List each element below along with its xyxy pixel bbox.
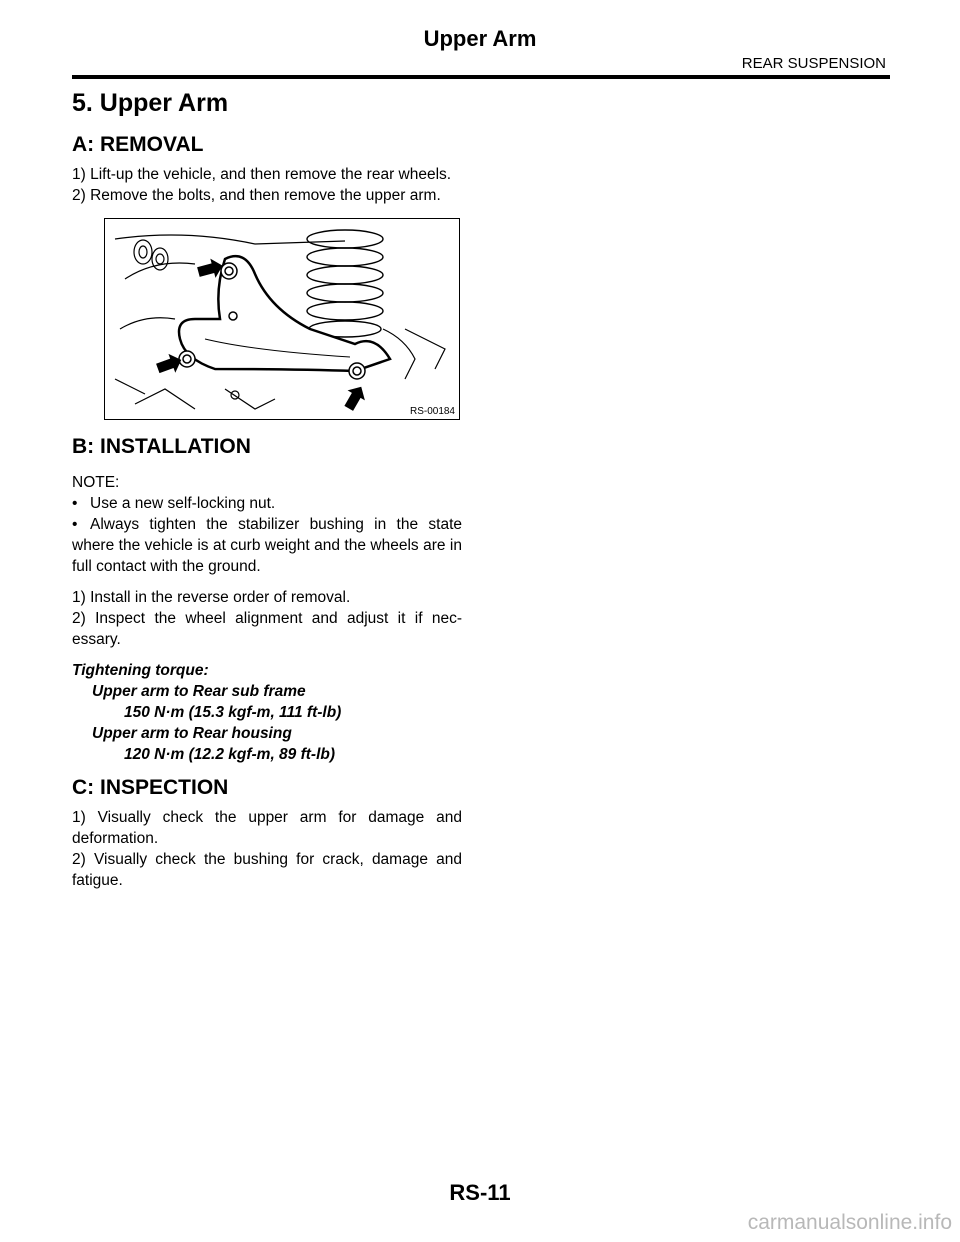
- torque-value-1: 150 N·m (15.3 kgf-m, 111 ft-lb): [124, 704, 342, 721]
- section-name: REAR SUSPENSION: [741, 55, 886, 72]
- torque-item-1: Upper arm to Rear sub frame: [92, 683, 306, 700]
- note-label: NOTE:: [72, 474, 120, 491]
- inspection-step-2: 2) Visually check the bushing for crack, damage and fatigue.: [72, 851, 462, 889]
- main-title: 5. Upper Arm: [72, 89, 229, 117]
- torque-item-2: Upper arm to Rear housing: [92, 725, 292, 742]
- removal-step-1: 1) Lift-up the vehicle, and then remove the rear wheels.: [72, 166, 452, 183]
- torque-label: Tightening torque:: [72, 662, 209, 679]
- removal-heading: A: REMOVAL: [72, 133, 204, 156]
- inspection-heading: C: INSPECTION: [72, 776, 229, 799]
- page-header-title: Upper Arm: [423, 26, 537, 51]
- note-item-2: [72, 514, 462, 577]
- page-number: RS-11: [449, 1180, 511, 1205]
- bullet-icon: •: [72, 516, 78, 533]
- installation-step-2: 2) Inspect the wheel alignment and adjust it if nec-essary.: [72, 610, 462, 648]
- installation-step-1: 1) Install in the reverse order of removal.: [72, 589, 351, 606]
- figure-label: RS-00184: [409, 406, 455, 417]
- header-divider: [72, 75, 890, 79]
- installation-heading: B: INSTALLATION: [72, 435, 251, 458]
- note-text-1: Use a new self-locking nut.: [90, 495, 276, 512]
- torque-value-2: 120 N·m (12.2 kgf-m, 89 ft-lb): [124, 746, 336, 763]
- content-column: [72, 88, 462, 891]
- watermark-text: carmanualsonline.info: [747, 1211, 952, 1234]
- upper-arm-illustration: [105, 219, 459, 419]
- note-text-2: Always tighten the stabilizer bushing in the state where the vehicle is at curb weight and the wheels are in full contact with the ground.: [72, 516, 462, 575]
- removal-step-2: 2) Remove the bolts, and then remove the upper arm.: [72, 187, 441, 204]
- note-item-1: [72, 493, 462, 514]
- bullet-icon: •: [72, 495, 78, 512]
- inspection-step-1: 1) Visually check the upper arm for damage and deformation.: [72, 809, 462, 847]
- upper-arm-figure: [104, 218, 460, 420]
